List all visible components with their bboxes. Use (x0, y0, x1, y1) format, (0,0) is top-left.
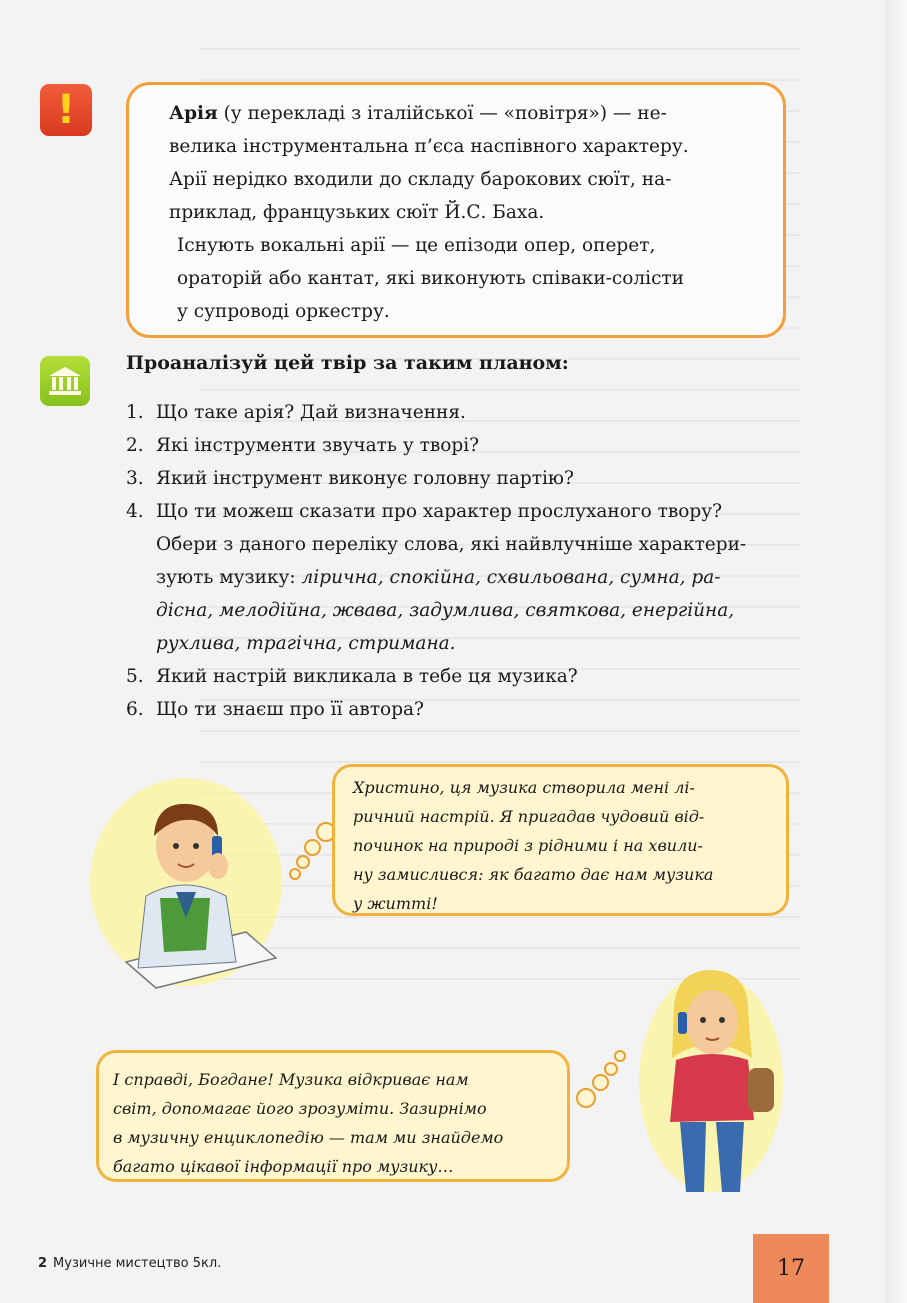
definition-line: у супроводі оркестру. (177, 301, 390, 322)
definition-term: Арія (169, 103, 218, 124)
boy-illustration (86, 762, 286, 990)
list-item: 6. Що ти знаєш про її автора? (126, 699, 424, 720)
exclamation-icon: ! (40, 84, 92, 136)
list-item: 4. Що ти можеш сказати про характер прослуханого твору? Обери з даного переліку слова, які найвлучніше характери- зують музику: лірична, спокійна, схвильована, сумна, ра- дісна, мелодійна, жвава, задумлива, святкова, енергійна, рухлива, трагічна, стримана. (126, 501, 747, 654)
thought-dot (304, 839, 321, 856)
list-item: 1. Що таке арія? Дай визначення. (126, 402, 466, 423)
list-item: 2. Які інструменти звучать у творі? (126, 435, 480, 456)
thought-dot (296, 855, 310, 869)
definition-line: приклад, французьких сюїт Й.С. Баха. (169, 202, 545, 223)
thought-dot (592, 1074, 609, 1091)
thought-dot (614, 1050, 626, 1062)
footer-text: 2 Музичне мистецтво 5кл. (38, 1256, 222, 1271)
page-number: 17 (753, 1234, 829, 1303)
boy-speech-bubble: Христино, ця музика створила мені лі- ричний настрій. Я пригадав чудовий від- починок на природі з рідними і на хвили- ну замислився: як багато дає нам музика у житті! (332, 764, 789, 916)
girl-illustration (636, 960, 786, 1195)
page-edge (885, 0, 907, 1303)
list-item: 3. Який інструмент виконує головну партію? (126, 468, 574, 489)
question-list (126, 396, 831, 726)
museum-icon (40, 356, 90, 406)
list-item: 5. Який настрій викликала в тебе ця музика? (126, 666, 578, 687)
definition-line: Арія (у перекладі з італійської — «повітря») — не- (169, 103, 667, 124)
thought-dot (604, 1062, 618, 1076)
definition-line: ораторій або кантат, які виконують співаки-солісти (177, 268, 684, 289)
definition-line: Арії нерідко входили до складу барокових сюїт, на- (169, 169, 672, 190)
definition-line: Існують вокальні арії — це епізоди опер, оперет, (177, 235, 656, 256)
thought-dot (289, 868, 301, 880)
definition-line: велика інструментальна п’єса наспівного характеру. (169, 136, 689, 157)
thought-dot (576, 1088, 596, 1108)
definition-box (126, 82, 786, 338)
girl-speech-bubble: І справді, Богдане! Музика відкриває нам світ, допомагає його зрозуміти. Зазирнімо в музичну енциклопедію — там ми знайдемо багато цікавої інформації про музику… (96, 1050, 570, 1182)
analysis-heading: Проаналізуй цей твір за таким планом: (126, 352, 569, 374)
